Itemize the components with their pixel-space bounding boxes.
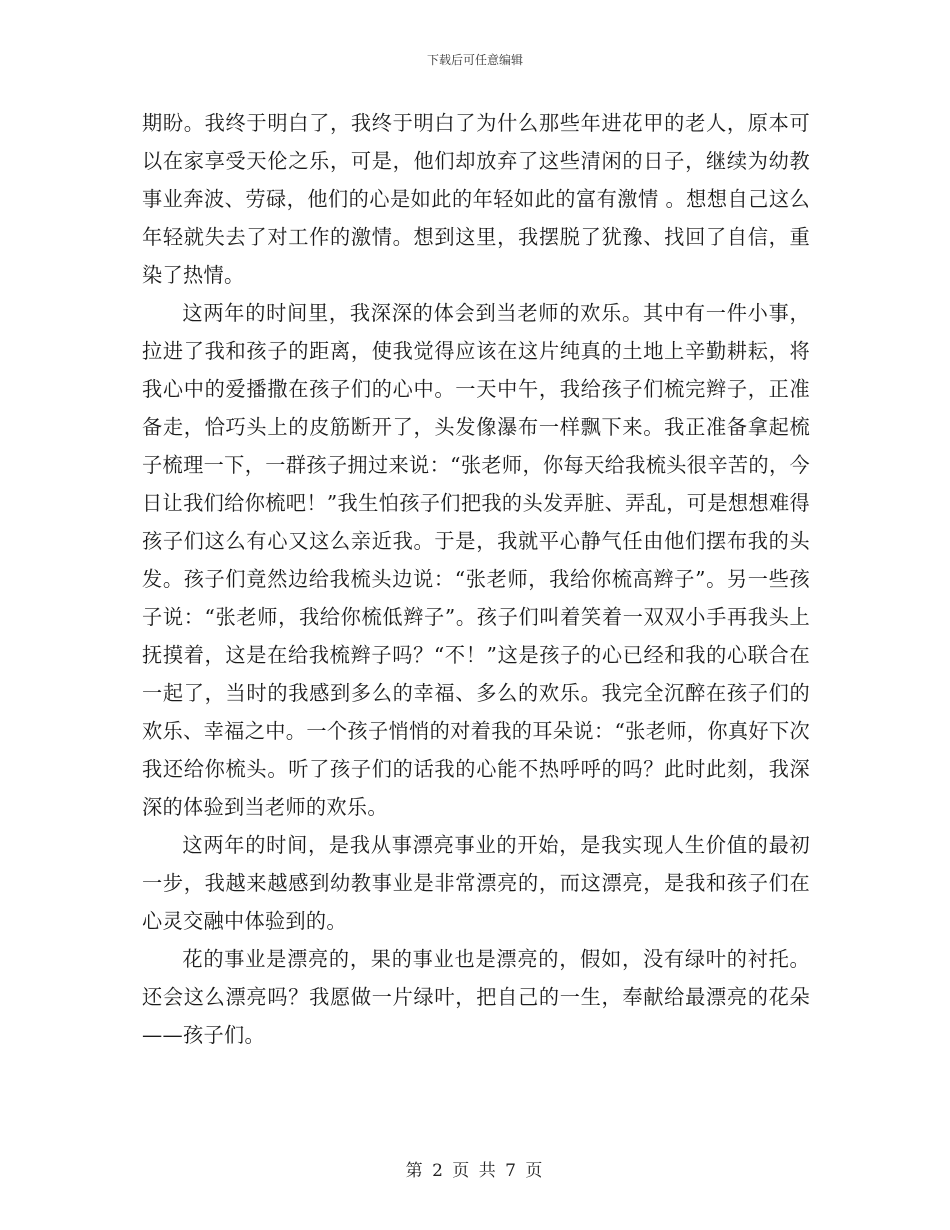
page-number: 第 2 页 共 7 页 xyxy=(405,1161,545,1181)
paragraph-career-start: 这两年的时间，是我从事漂亮事业的开始，是我实现人生价值的最初一步，我越来越感到幼教事业是非常漂亮的，而这漂亮，是我和孩子们在心灵交融中体验到的。 xyxy=(142,833,810,933)
paragraph-continuation: 期盼。我终于明白了，我终于明白了为什么那些年进花甲的老人，原本可以在家享受天伦之乐，可是，他们却放弃了这些清闲的日子，继续为幼教事业奔波、劳碌，他们的心是如此的年轻如此的富有激情 。想想自己这么年轻就失去了对工作的激情。想到这里，我摆脱了犹豫、找回了自信，重染了热情。 xyxy=(142,111,810,287)
document-body xyxy=(142,104,810,1054)
paragraph-green-leaf: 花的事业是漂亮的，果的事业也是漂亮的，假如，没有绿叶的衬托。还会这么漂亮吗？我愿做一片绿叶，把自己的一生，奉献给最漂亮的花朵——孩子们。 xyxy=(142,947,810,1047)
paragraph-teacher-joy: 这两年的时间里，我深深的体会到当老师的欢乐。其中有一件小事， 拉进了我和孩子的距离，使我觉得应该在这片纯真的土地上辛勤耕耘，将我心中的爱播撒在孩子们的心中。一天中午，我给孩子们梳完辫子，正准备走，恰巧头上的皮筋断开了，头发像瀑布一样飘下来。我正准备拿起梳子梳理一下，一群孩子拥过来说：“张老师，你每天给我梳头很辛苦的，今日让我们给你梳吧！”我生怕孩子们把我的头发弄脏、弄乱，可是想想难得孩子们这么有心又这么亲近我。于是，我就平心静气任由他们摆布我的头发。孩子们竟然边给我梳头边说：“张老师，我给你梳高辫子”。另一些孩子说：“张老师，我给你梳低辫子”。孩子们叫着笑着一双双小手再我头上抚摸着，这是在给我梳辫子吗？“不！”这是孩子的心已经和我的心联合在一起了，当时的我感到多么的幸福、多么的欢乐。我完全沉醉在孩子们的欢乐、幸福之中。一个孩子悄悄的对着我的耳朵说：“张老师，你真好下次我还给你梳头。听了孩子们的话我的心能不热呼呼的吗？此时此刻，我深深的体验到当老师的欢乐。 xyxy=(142,301,810,819)
page-header: 下载后可任意编辑 xyxy=(426,53,523,67)
